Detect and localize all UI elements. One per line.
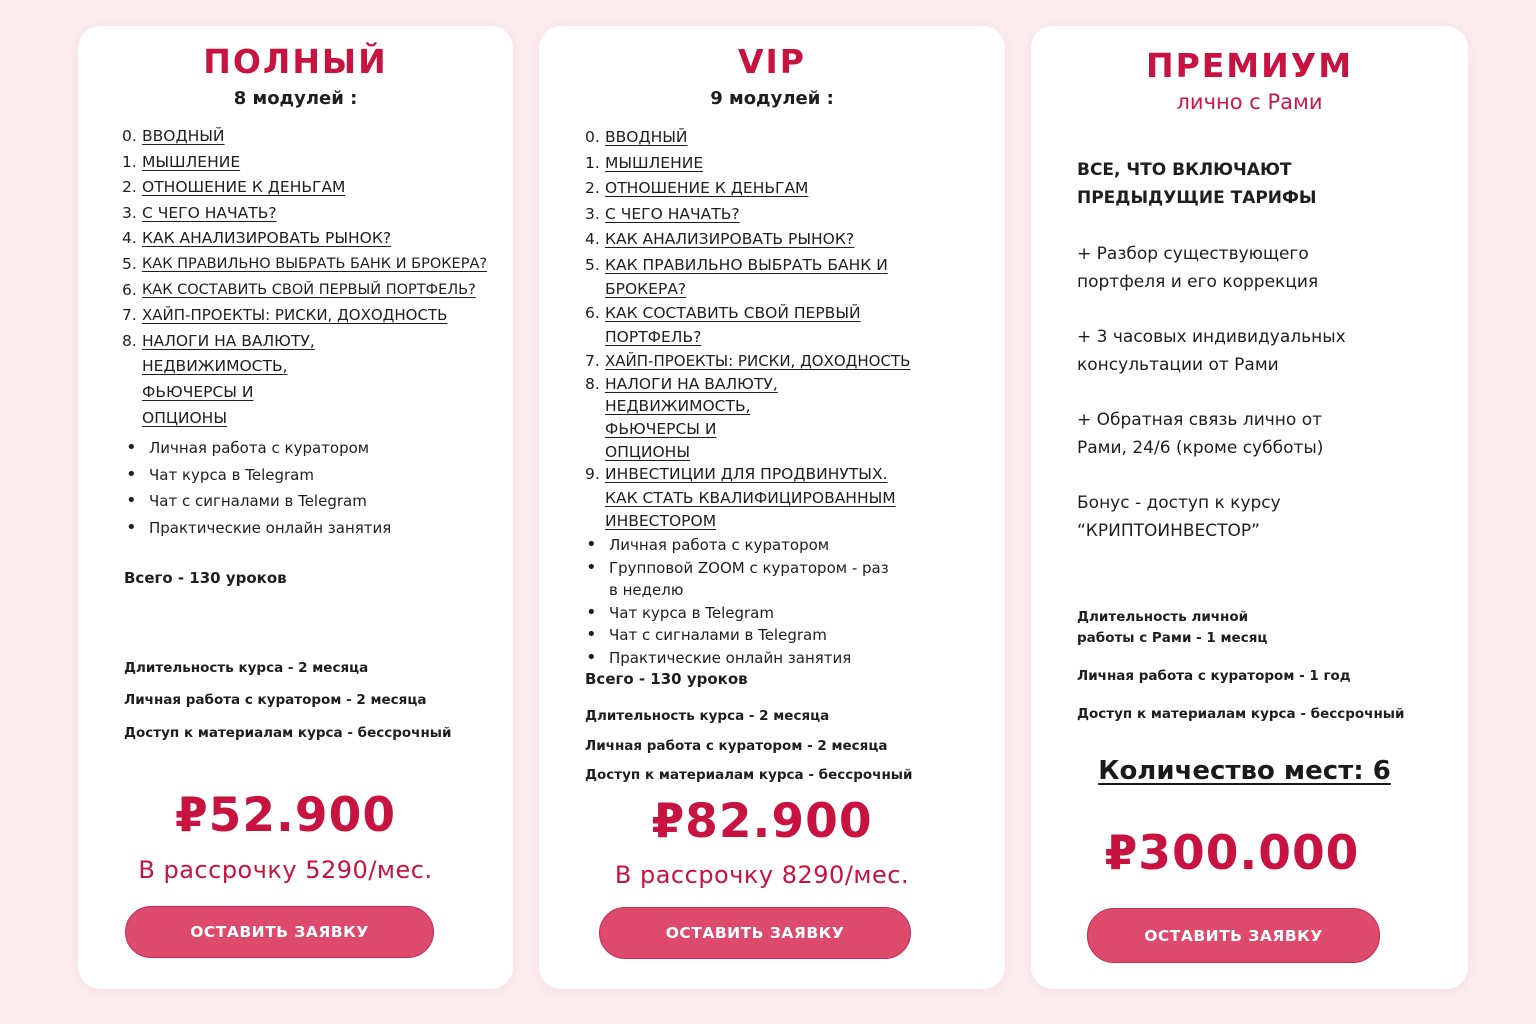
plan-title: ПОЛНЫЙ xyxy=(203,42,388,81)
module-item[interactable]: 4. КАК АНАЛИЗИРОВАТЬ РЫНОК? xyxy=(122,229,392,248)
plan-subtitle: 8 модулей : xyxy=(233,88,358,109)
term-line: Личная работа с куратором - 2 месяца xyxy=(124,692,427,708)
plan-card-premium xyxy=(1031,26,1468,989)
module-item[interactable]: 5. КАК ПРАВИЛЬНО ВЫБРАТЬ БАНК И БРОКЕРА? xyxy=(585,255,888,298)
plan-price: ₽82.900 xyxy=(651,794,873,849)
submit-request-button[interactable]: ОСТАВИТЬ ЗАЯВКУ xyxy=(599,907,911,959)
module-item[interactable]: 1. МЫШЛЕНИЕ xyxy=(585,153,704,172)
list-item: • Практические онлайн занятия xyxy=(586,646,852,668)
module-item[interactable]: 0. ВВОДНЫЙ xyxy=(122,127,225,145)
feature-list xyxy=(126,435,486,542)
term-line: Доступ к материалам курса - бессрочный xyxy=(124,725,452,741)
module-item[interactable]: 0. ВВОДНЫЙ xyxy=(585,128,688,146)
module-item[interactable]: 4. КАК АНАЛИЗИРОВАТЬ РЫНОК? xyxy=(585,230,855,248)
bullet-icon: • xyxy=(586,534,597,555)
list-item: • Практические онлайн занятия xyxy=(126,515,486,542)
plan-card-full xyxy=(78,26,513,989)
term-line: Длительность личной работы с Рами - 1 месяц xyxy=(1077,609,1268,646)
plan-price: ₽300.000 xyxy=(1104,826,1360,881)
module-item[interactable]: 2. ОТНОШЕНИЕ К ДЕНЬГАМ xyxy=(122,178,346,197)
plan-card-vip xyxy=(539,26,1005,989)
module-item[interactable]: 7. ХАЙП-ПРОЕКТЫ: РИСКИ, ДОХОДНОСТЬ xyxy=(122,306,448,325)
installment-price: В рассрочку 5290/мес. xyxy=(138,856,433,884)
plan-title: ПРЕМИУМ xyxy=(1145,46,1354,85)
term-line: Длительность курса - 2 месяца xyxy=(585,708,830,724)
bullet-icon: • xyxy=(586,624,597,645)
module-item[interactable]: 7. ХАЙП-ПРОЕКТЫ: РИСКИ, ДОХОДНОСТЬ xyxy=(585,351,911,370)
list-item: • Личная работа с куратором xyxy=(126,435,486,462)
list-item: • Чат курса в Telegram xyxy=(126,462,486,489)
module-item[interactable]: 6. КАК СОСТАВИТЬ СВОЙ ПЕРВЫЙ ПОРТФЕЛЬ? xyxy=(585,303,861,346)
bullet-icon: • xyxy=(126,517,137,539)
module-item[interactable]: 6. КАК СОСТАВИТЬ СВОЙ ПЕРВЫЙ ПОРТФЕЛЬ? xyxy=(122,280,476,299)
bonus-item: Бонус - доступ к курсу “КРИПТОИНВЕСТОР” xyxy=(1077,493,1281,541)
module-item[interactable]: 3. С ЧЕГО НАЧАТЬ? xyxy=(122,203,277,222)
plan-price: ₽52.900 xyxy=(174,788,397,843)
plan-subtitle: 9 модулей : xyxy=(710,88,834,109)
includes-heading: ВСЕ, ЧТО ВКЛЮЧАЮТ ПРЕДЫДУЩИЕ ТАРИФЫ xyxy=(1077,160,1317,208)
seats-count: Количество мест: 6 xyxy=(1098,756,1391,786)
module-item[interactable]: 3. С ЧЕГО НАЧАТЬ? xyxy=(585,204,740,223)
submit-request-button[interactable]: ОСТАВИТЬ ЗАЯВКУ xyxy=(125,906,434,958)
term-line: Доступ к материалам курса - бессрочный xyxy=(585,767,913,783)
bullet-icon: • xyxy=(126,437,137,458)
module-item[interactable]: 2. ОТНОШЕНИЕ К ДЕНЬГАМ xyxy=(585,179,809,197)
lessons-total: Всего - 130 уроков xyxy=(124,569,287,587)
bullet-icon: • xyxy=(586,646,597,668)
list-item: • Групповой ZOOM с куратором - раз в неделю xyxy=(586,557,906,602)
term-line: Длительность курса - 2 месяца xyxy=(124,660,369,676)
term-line: Личная работа с куратором - 1 год xyxy=(1077,668,1351,684)
list-item: • Чат с сигналами в Telegram xyxy=(126,488,486,515)
module-item[interactable]: 8. НАЛОГИ НА ВАЛЮТУ, НЕДВИЖИМОСТЬ, ФЬЮЧЕРСЫ И ОПЦИОНЫ xyxy=(585,374,778,461)
list-item: • Чат с сигналами в Telegram xyxy=(586,624,827,645)
plan-title: VIP xyxy=(737,42,806,81)
term-line: Личная работа с куратором - 2 месяца xyxy=(585,738,888,754)
extra-item: + Обратная связь лично от Рами, 24/6 (кроме субботы) xyxy=(1077,410,1324,458)
list-item: • Личная работа с куратором xyxy=(586,534,830,555)
extra-item: + 3 часовых индивидуальных консультации от Рами xyxy=(1077,327,1346,375)
module-item[interactable]: 8. НАЛОГИ НА ВАЛЮТУ, НЕДВИЖИМОСТЬ, ФЬЮЧЕРСЫ И ОПЦИОНЫ xyxy=(122,331,315,427)
lessons-total: Всего - 130 уроков xyxy=(585,670,748,688)
module-list xyxy=(585,125,915,533)
module-item[interactable]: 9. ИНВЕСТИЦИИ ДЛЯ ПРОДВИНУТЫХ. КАК СТАТЬ КВАЛИФИЦИРОВАННЫМ ИНВЕСТОРОМ xyxy=(585,465,896,530)
list-item: • Чат курса в Telegram xyxy=(586,601,774,623)
bullet-icon: • xyxy=(126,490,137,512)
plan-subtitle: лично с Рами xyxy=(1176,90,1323,114)
feature-list xyxy=(586,534,906,669)
bullet-icon: • xyxy=(126,463,137,485)
extra-item: + Разбор существующего портфеля и его коррекция xyxy=(1077,244,1319,292)
bullet-icon: • xyxy=(586,601,597,623)
term-line: Доступ к материалам курса - бессрочный xyxy=(1077,706,1405,722)
module-list xyxy=(122,124,492,431)
submit-request-button[interactable]: ОСТАВИТЬ ЗАЯВКУ xyxy=(1087,908,1380,963)
bullet-icon: • xyxy=(586,556,597,578)
installment-price: В рассрочку 8290/мес. xyxy=(614,861,910,889)
module-item[interactable]: 1. МЫШЛЕНИЕ xyxy=(122,152,241,171)
module-item[interactable]: 5. КАК ПРАВИЛЬНО ВЫБРАТЬ БАНК И БРОКЕРА? xyxy=(122,254,488,273)
